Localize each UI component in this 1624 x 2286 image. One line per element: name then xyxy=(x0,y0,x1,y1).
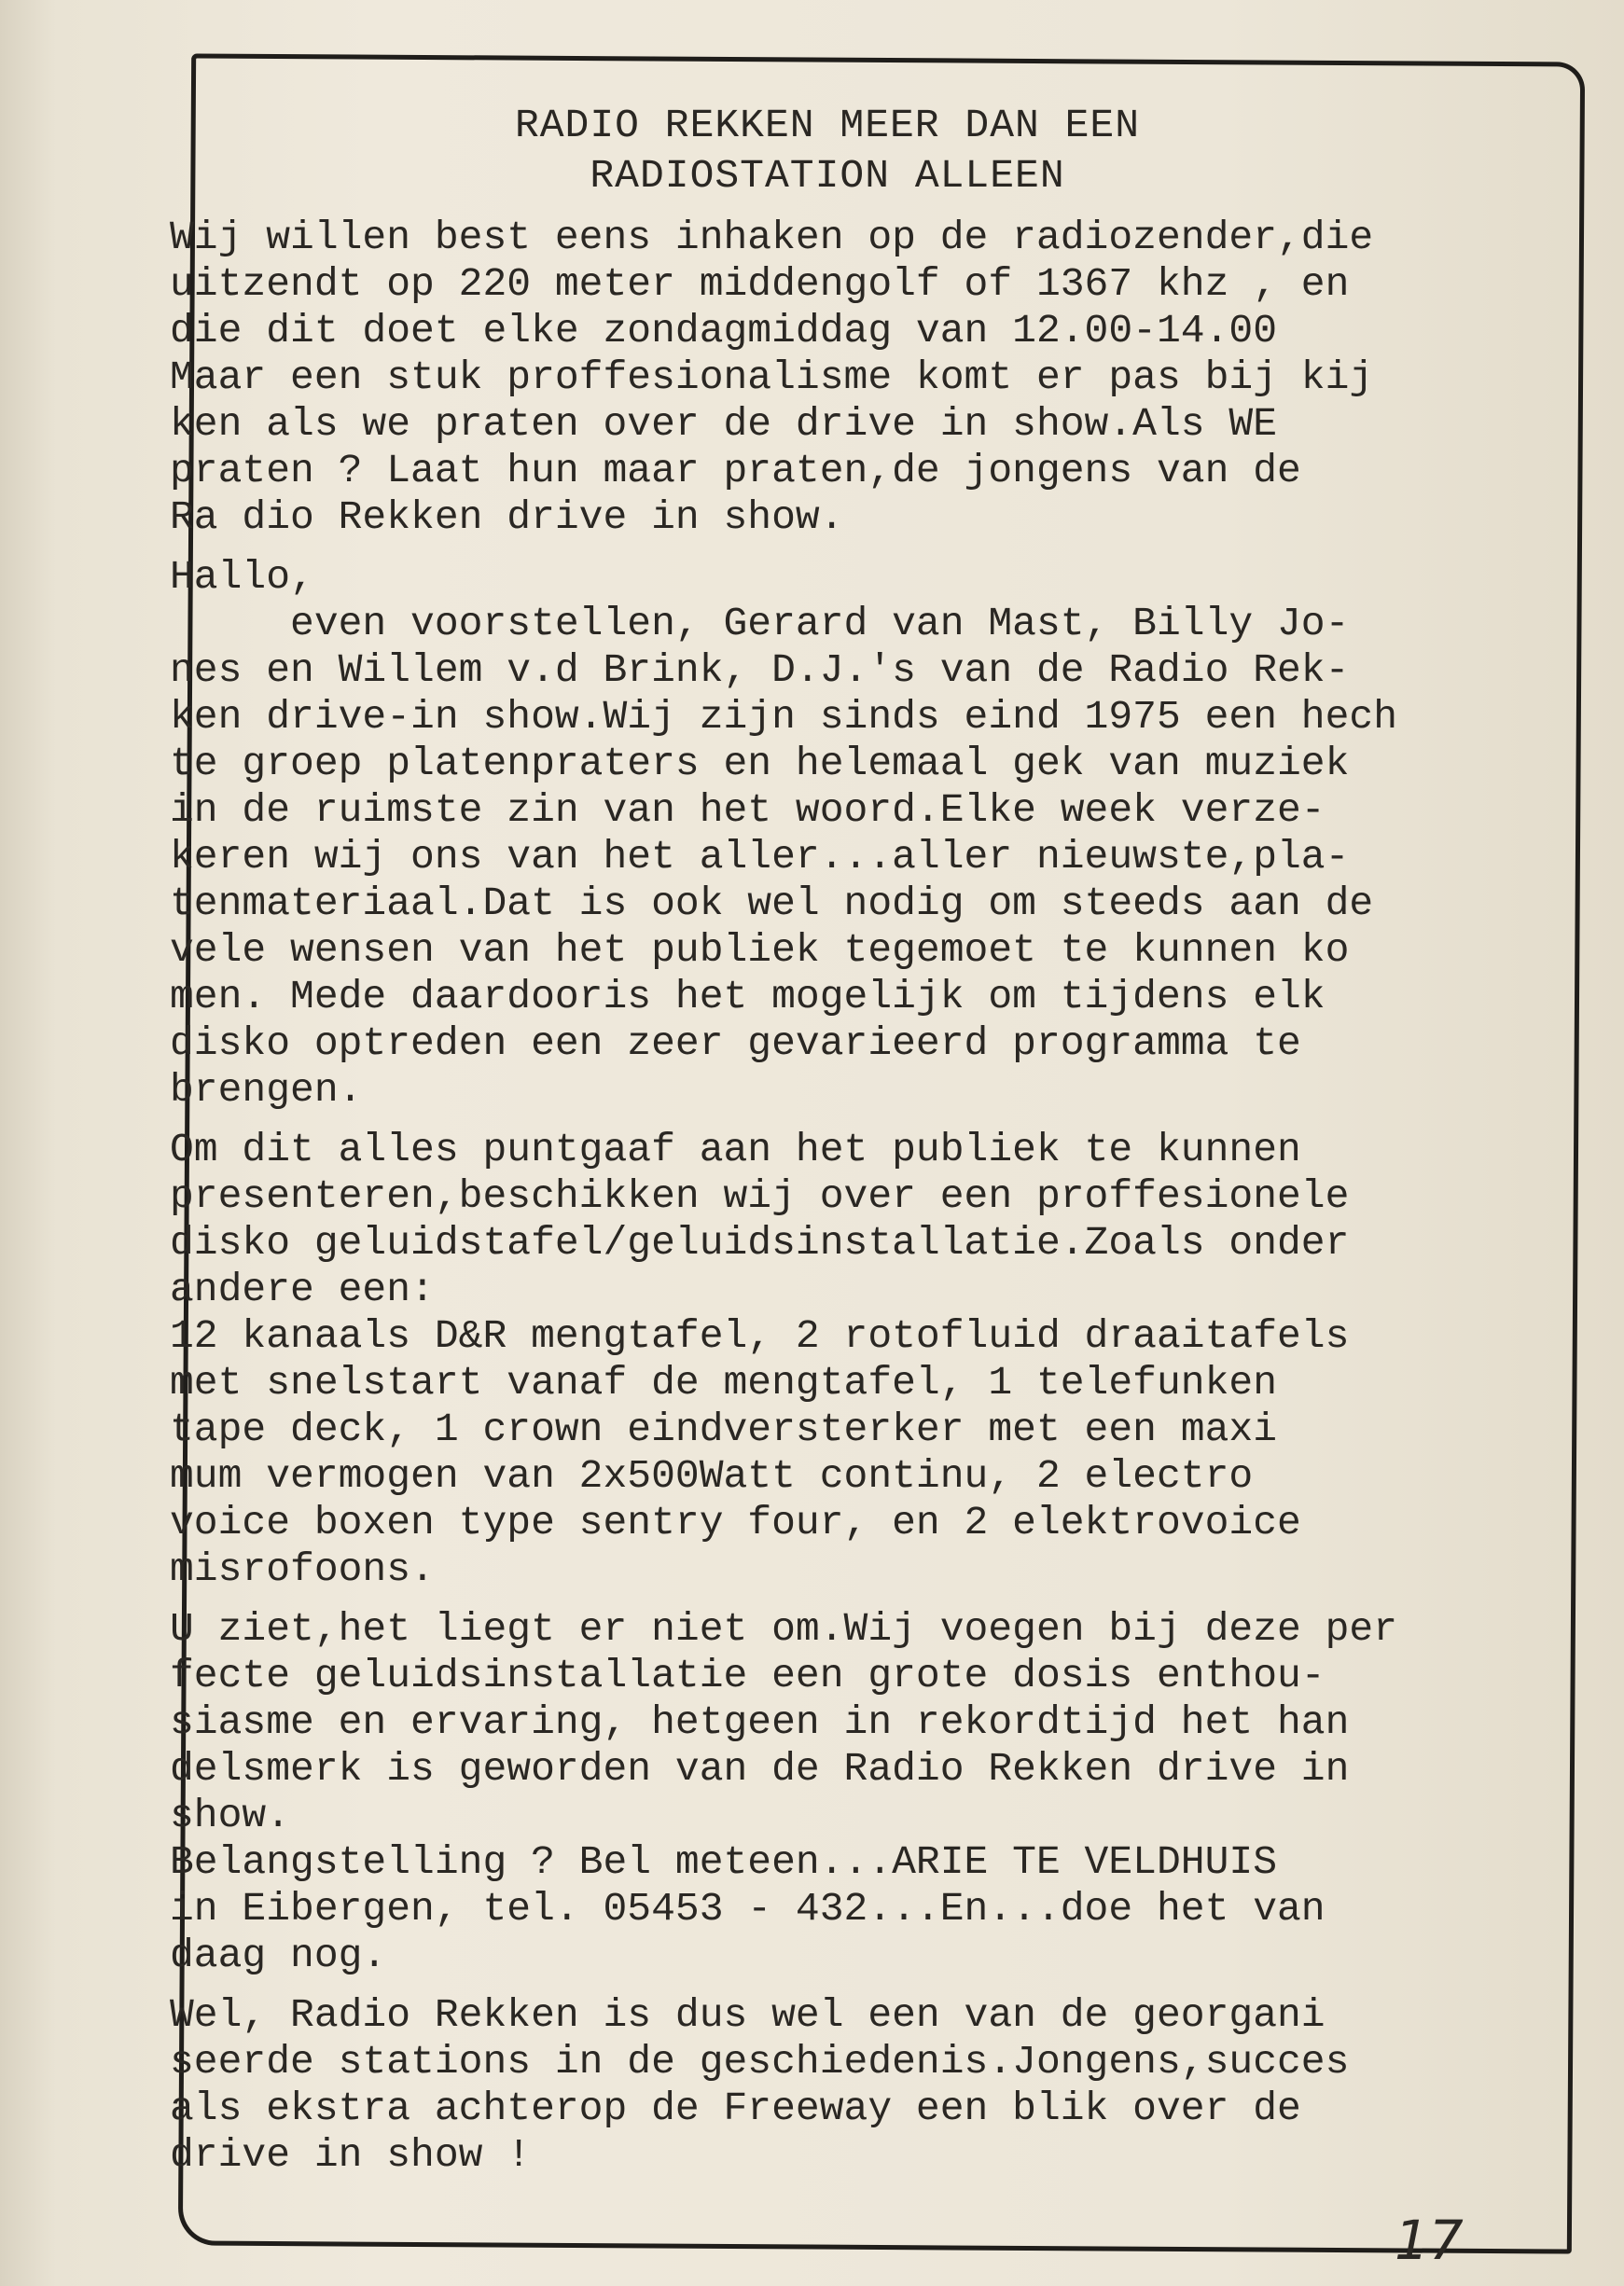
text-line: keren wij ons van het aller...aller nieuwste,pla- xyxy=(170,834,1350,880)
text-line: mum vermogen van 2x500Watt continu, 2 electro xyxy=(170,1453,1254,1499)
text-line: presenteren,beschikken wij over een proffesionele xyxy=(170,1173,1350,1219)
text-line: Om dit alles puntgaaf aan het publiek te kunnen xyxy=(170,1127,1301,1172)
text-line: in Eibergen, tel. 05453 - 432...En...doe het van xyxy=(170,1886,1326,1932)
text-line: praten ? Laat hun maar praten,de jongens van de xyxy=(170,448,1301,493)
text-line: te groep platenpraters en helemaal gek van muziek xyxy=(170,741,1350,786)
text-line: Ra dio Rekken drive in show. xyxy=(170,494,844,540)
text-line: andere een: xyxy=(170,1267,435,1312)
text-line: in de ruimste zin van het woord.Elke week verze- xyxy=(170,787,1326,833)
text-line: drive in show ! xyxy=(170,2132,532,2178)
text-line: misrofoons. xyxy=(170,1546,435,1592)
text-line: disko geluidstafel/geluidsinstallatie.Zoals onder xyxy=(170,1220,1350,1266)
text-line: show. xyxy=(170,1793,291,1838)
paragraph-equipment xyxy=(170,1127,1588,1593)
text-line: even voorstellen, Gerard van Mast, Billy Jo- xyxy=(170,601,1350,646)
paragraph-intro xyxy=(170,215,1588,541)
text-line: die dit doet elke zondagmiddag van 12.00-14.00 xyxy=(170,308,1277,353)
text-line: seerde stations in de geschiedenis.Jongens,succes xyxy=(170,2039,1350,2085)
page-number: 17 xyxy=(1395,2209,1464,2272)
text-line: tape deck, 1 crown eindversterker met een maxi xyxy=(170,1406,1277,1452)
text-line: tenmateriaal.Dat is ook wel nodig om steeds aan de xyxy=(170,880,1374,926)
text-line: U ziet,het liegt er niet om.Wij voegen bij deze per xyxy=(170,1606,1398,1652)
title-line: RADIO REKKEN MEER DAN EEN xyxy=(514,103,1141,148)
text-line: met snelstart vanaf de mengtafel, 1 telefunken xyxy=(170,1360,1277,1406)
text-line: als ekstra achterop de Freeway een blik over de xyxy=(170,2085,1301,2131)
text-line: fecte geluidsinstallatie een grote dosis enthou- xyxy=(170,1653,1326,1698)
text-line: Maar een stuk proffesionalisme komt er pas bij kij xyxy=(170,354,1374,400)
text-line: siasme en ervaring, hetgeen in rekordtijd het han xyxy=(170,1699,1350,1745)
paragraph-contact xyxy=(170,1606,1588,1979)
text-line: Belangstelling ? Bel meteen...ARIE TE VELDHUIS xyxy=(170,1839,1277,1885)
text-line: 12 kanaals D&R mengtafel, 2 rotofluid draaitafels xyxy=(170,1313,1350,1359)
title-line: RADIOSTATION ALLEEN xyxy=(590,153,1065,199)
text-line: ken drive-in show.Wij zijn sinds eind 1975 een hech xyxy=(170,694,1398,740)
text-line: vele wensen van het publiek tegemoet te kunnen ko xyxy=(170,927,1350,973)
text-line: uitzendt op 220 meter middengolf of 1367 khz , en xyxy=(170,261,1350,307)
page-title xyxy=(291,101,1364,201)
text-line: brengen. xyxy=(170,1067,363,1113)
text-line: Wel, Radio Rekken is dus wel een van de georgani xyxy=(170,1992,1326,2038)
text-line: ken als we praten over de drive in show.Als WE xyxy=(170,401,1277,447)
text-line: voice boxen type sentry four, en 2 elektrovoice xyxy=(170,1500,1301,1545)
text-line: delsmerk is geworden van de Radio Rekken drive in xyxy=(170,1746,1350,1792)
text-line: daag nog. xyxy=(170,1933,387,1978)
document-body xyxy=(170,101,1588,2179)
text-line: men. Mede daardooris het mogelijk om tijdens elk xyxy=(170,974,1326,1019)
text-line: Wij willen best eens inhaken op de radiozender,die xyxy=(170,215,1374,260)
paragraph-closing xyxy=(170,1992,1588,2179)
text-line: Hallo, xyxy=(170,554,314,600)
text-line: nes en Willem v.d Brink, D.J.'s van de Radio Rek- xyxy=(170,647,1350,693)
paragraph-introduction xyxy=(170,554,1588,1114)
text-line: disko optreden een zeer gevarieerd programma te xyxy=(170,1020,1301,1066)
